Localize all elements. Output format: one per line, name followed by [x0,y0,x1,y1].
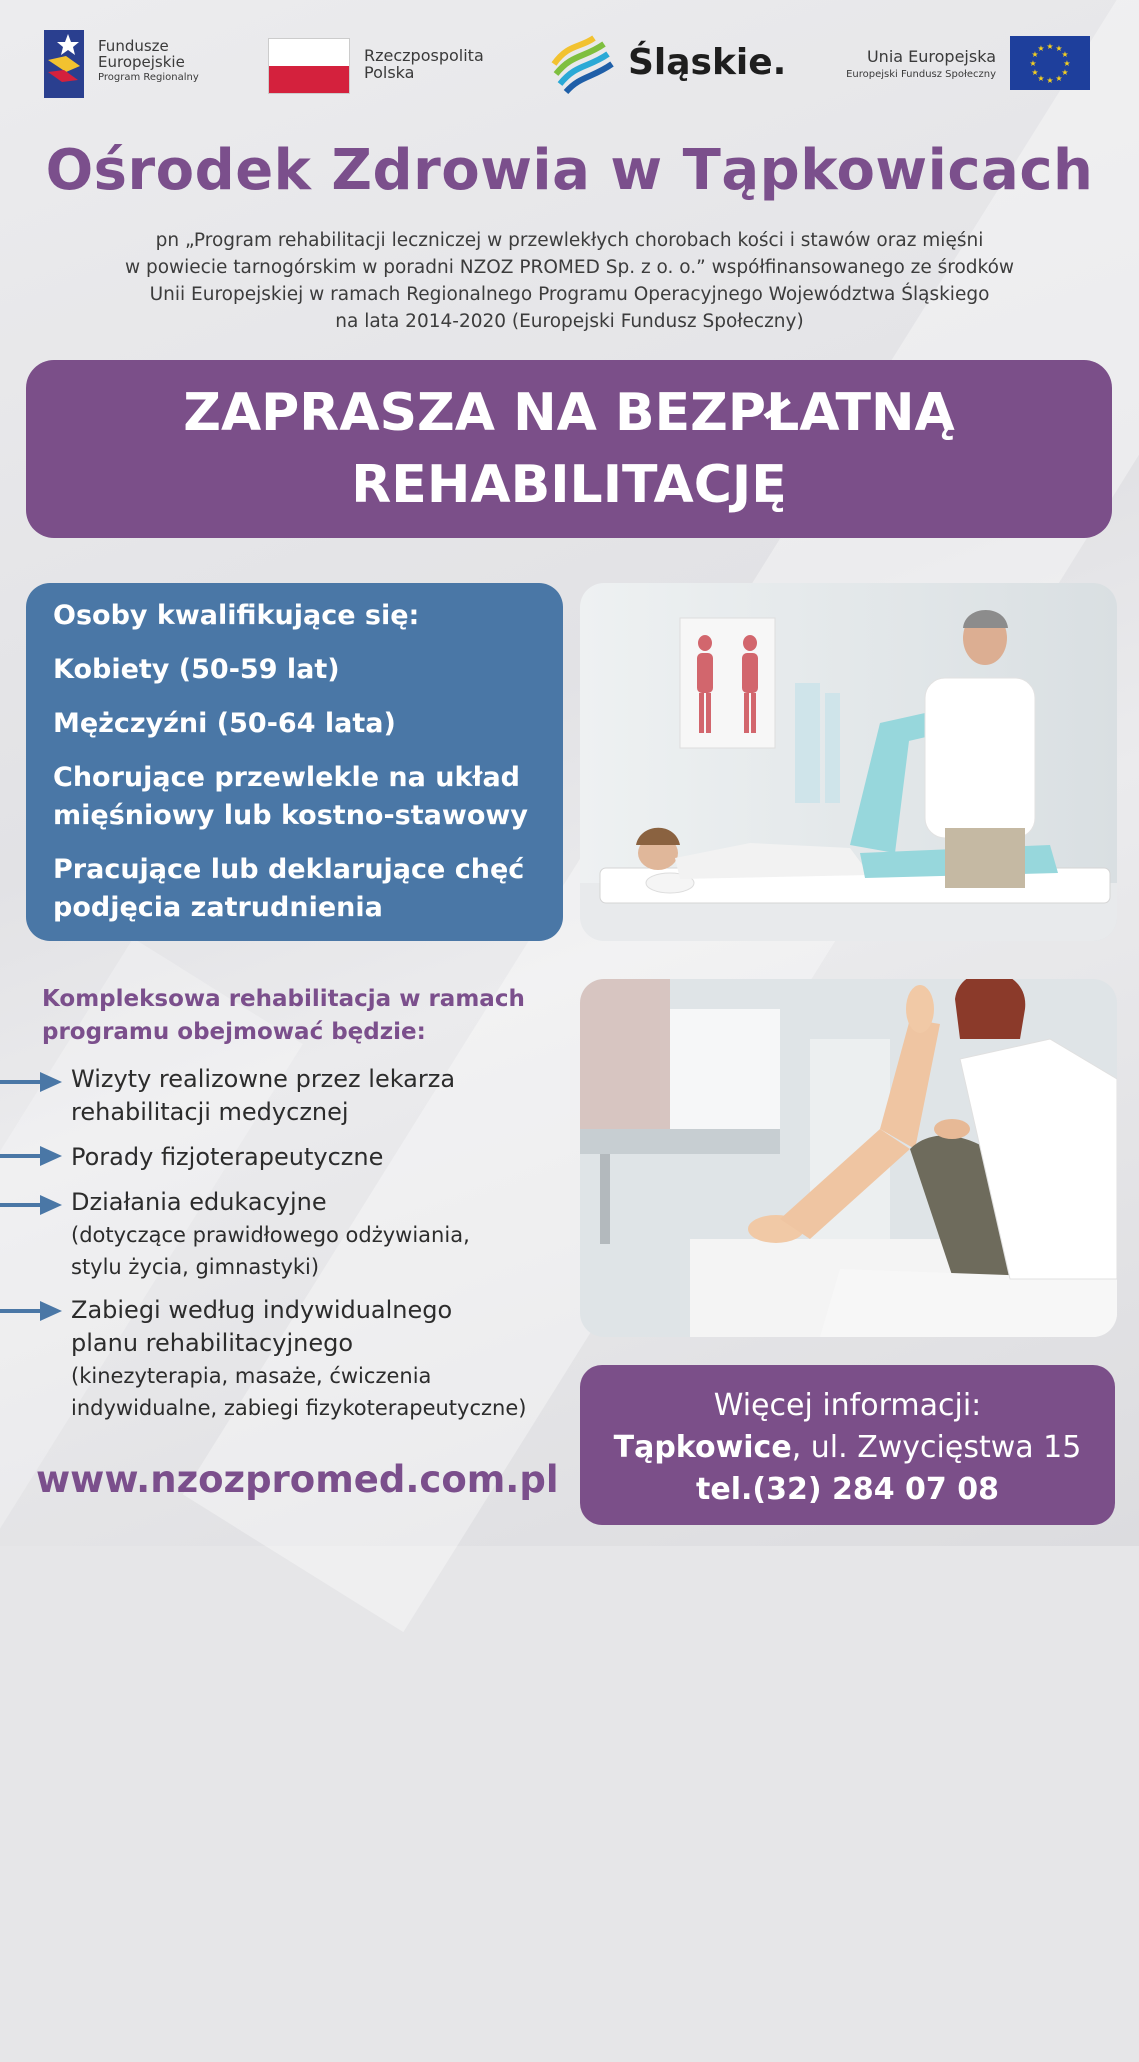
svg-text:★: ★ [1037,44,1045,53]
subtitle-line: w powiecie tarnogórskim w poradni NZOZ PROMED Sp. z o. o.” współfinansowanego ze środków [124,257,1015,278]
fe-text [98,38,199,86]
fe-line3: Program Regionalny [98,72,199,83]
invitation-banner [26,360,1112,538]
item-note: (dotyczące prawidłowego odżywiania, [71,1223,470,1247]
eu-flag-icon [1010,36,1090,90]
subtitle-line: pn „Program rehabilitacji leczniczej w przewlekłych chorobach kości i stawów oraz mięśni [155,230,984,251]
qualify-chronic: Chorujące przewlekle na układ mięśniowy lub kostno-stawowy [53,762,528,831]
item-note: stylu życia, gimnastyki) [71,1255,320,1279]
rp-line2: Polska [364,63,415,82]
program-description [60,227,1079,335]
item-text: planu rehabilitacyjnego [71,1329,353,1357]
item-text: Działania edukacyjne [71,1188,327,1216]
svg-text:★: ★ [1029,59,1037,68]
rp-line1: Rzeczpospolita [364,46,484,65]
rzeczpospolita-logo [268,38,508,96]
svg-text:★: ★ [1055,74,1063,83]
subtitle-line: na lata 2014-2020 (Europejski Fundusz Społeczny) [335,311,804,332]
item-text: rehabilitacji medycznej [71,1098,349,1126]
svg-text:★: ★ [1061,68,1069,77]
qualify-heading: Osoby kwalifikujące się: [53,600,420,631]
eu-line1: Unia Europejska [866,47,996,66]
svg-text:★: ★ [1046,42,1054,51]
svg-text:★: ★ [1063,59,1071,68]
arrow-right-icon [0,1301,62,1321]
svg-text:★: ★ [1061,50,1069,59]
program-heading: Kompleksowa rehabilitacja w ramach programu obejmować będzie: [42,986,525,1045]
qualify-men: Mężczyźni (50-64 lata) [53,708,396,739]
svg-text:★: ★ [1031,50,1039,59]
qualification-box [26,583,563,941]
item-note: indywidualne, zabiegi fizykoterapeutyczne) [71,1396,527,1420]
item-text: Zabiegi według indywidualnego [71,1296,453,1324]
fe-line2: Europejskie [98,53,185,71]
arrow-right-icon [0,1195,62,1215]
fe-line1: Fundusze [98,37,169,55]
contact-info-box [580,1365,1115,1525]
svg-text:★: ★ [1055,44,1063,53]
svg-text:★: ★ [1037,74,1045,83]
polish-flag-icon [268,38,350,94]
subtitle-line: Unii Europejskiej w ramach Regionalnego Programu Operacyjnego Województwa Śląskiego [149,284,990,305]
item-text: Wizyty realizowne przez lekarza [71,1065,456,1093]
svg-text:★: ★ [1031,68,1039,77]
item-text: Porady fizjoterapeutyczne [71,1143,384,1171]
svg-text:★: ★ [1046,76,1054,85]
item-note: (kinezyterapia, masaże, ćwiczenia [71,1364,432,1388]
info-phone[interactable]: tel.(32) 284 07 08 [696,1472,999,1507]
arrow-right-icon [0,1072,62,1092]
arrow-right-icon [0,1146,62,1166]
logos-bar [0,28,1139,108]
info-city: Tąpkowice [613,1430,792,1465]
slaskie-text: Śląskie. [628,42,787,83]
qualify-women: Kobiety (50-59 lat) [53,654,340,685]
website-link[interactable]: www.nzozpromed.com.pl [36,1458,559,1501]
info-address [580,1427,1115,1469]
banner-line: REHABILITACJĘ [351,455,787,515]
page-title: Ośrodek Zdrowia w Tąpkowicach [45,138,1094,203]
eu-line2: Europejski Fundusz Społeczny [846,69,996,80]
fundusze-europejskie-logo [44,28,234,100]
slaskie-waves-icon [550,34,616,94]
info-heading: Więcej informacji: [713,1388,982,1423]
info-street: , ul. Zwycięstwa 15 [791,1430,1082,1465]
unia-europejska-logo [820,36,1100,96]
doctor-examination-photo [580,979,1117,1337]
slaskie-logo [550,34,790,98]
physiotherapy-photo [580,583,1117,941]
fe-star-icon [44,30,84,98]
qualify-working: Pracujące lub deklarujące chęć podjęcia zatrudnienia [53,854,525,923]
banner-line: ZAPRASZA NA BEZPŁATNĄ [183,383,955,443]
